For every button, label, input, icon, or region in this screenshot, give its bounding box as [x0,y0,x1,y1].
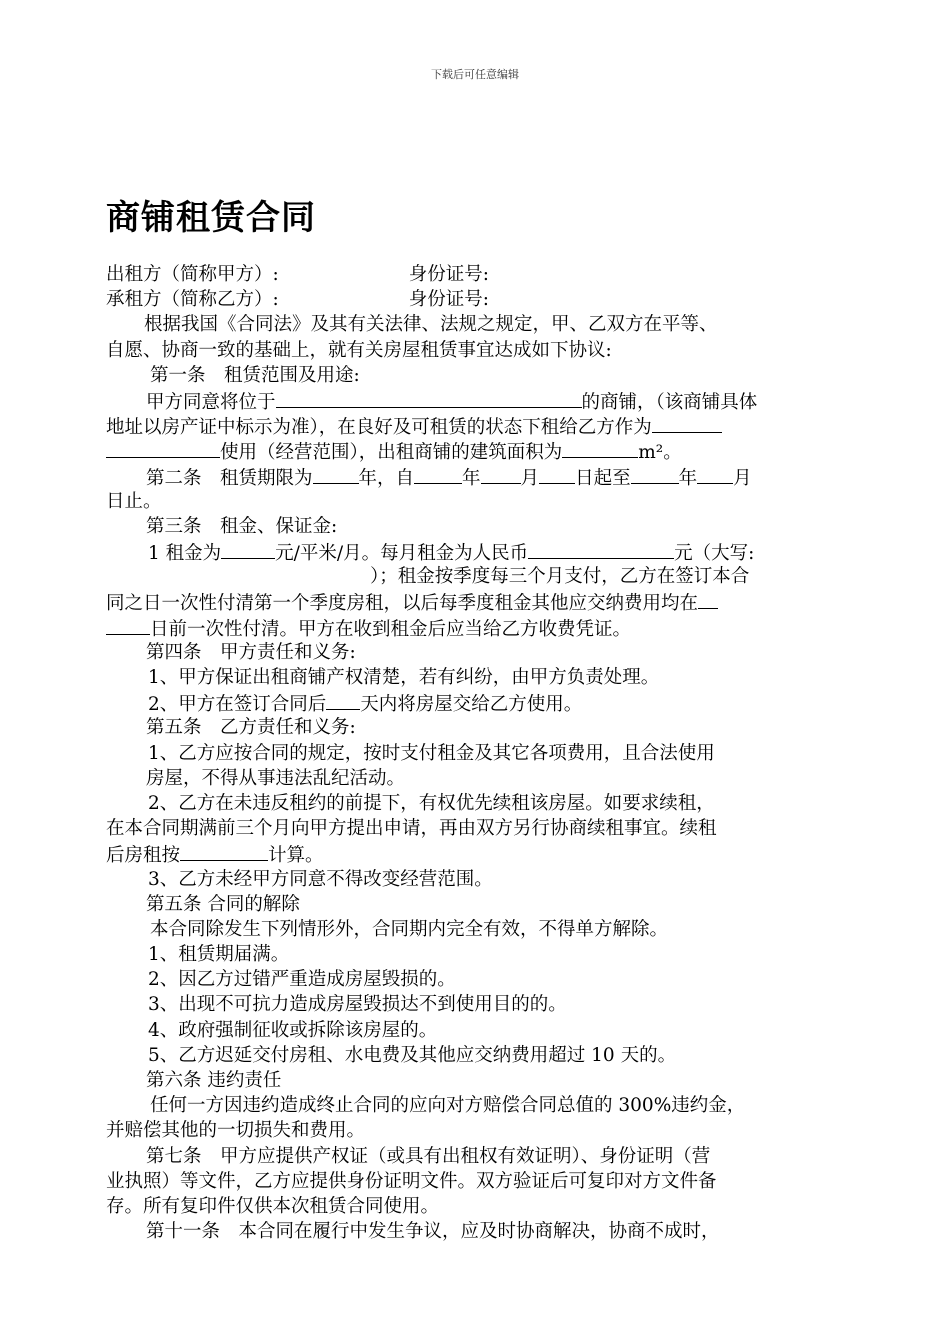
contract-body [106,262,854,1244]
preamble-line-2: 自愿、协商一致的基础上，就有关房屋租赁事宜达成如下协议: [106,339,612,361]
article-5-item-2b: 在本合同期满前三个月向甲方提出申请，再由双方另行协商续租事宜。续租 [106,818,717,840]
monthly-rent-blank [528,539,674,559]
purpose-blank-cont [106,438,220,458]
start-day-blank [539,464,575,484]
article-7-line-1: 第七条 甲方应提供产权证（或具有出租权有效证明）、身份证明（营 [146,1145,711,1167]
article-1-line-2: 地址以房产证中标示为准），在良好及可租赁的状态下租给乙方作为 [106,413,854,438]
area-blank [562,438,638,458]
document-title: 商铺租赁合同 [106,198,316,238]
article-4-item-2: 2、甲方在签订合同后 天内将房屋交给乙方使用。 [106,690,854,715]
article-1-line-1: 甲方同意将位于 的商铺，（该商铺具体 [106,388,854,413]
article-5-item-1b: 房屋，不得从事违法乱纪活动。 [146,767,406,789]
handover-days-blank [326,690,360,710]
lessee-line [106,287,854,312]
article-1-heading: 第一条 租赁范围及用途: [150,364,360,386]
article-5-item-2a: 2、乙方在未违反租约的前提下，有权优先续租该房屋。如要求续租， [148,792,715,814]
article-5-item-2c: 后房租按 计算。 [106,841,854,866]
article-5-item-1a: 1、乙方应按合同的规定，按时支付租金及其它各项费用，且合法使用 [148,742,715,764]
page-header-note: 下载后可任意编辑 [431,68,519,81]
start-month-blank [481,464,521,484]
article-4-heading: 第四条 甲方责任和义务: [146,641,356,663]
end-month-blank [697,464,733,484]
lessor-label: 出租方（简称甲方）: [106,264,279,285]
termination-intro: 本合同除发生下列情形外，合同期内完全有效，不得单方解除。 [150,918,669,940]
article-3-line-3: 同之日一次性付清第一个季度房租，以后每季度租金其他应交纳费用均在 [106,589,854,614]
years-blank [313,464,359,484]
purpose-blank [652,413,722,433]
article-6-heading: 第六条 违约责任 [146,1070,282,1091]
termination-item-2: 2、因乙方过错严重造成房屋毁损的。 [148,969,456,991]
start-year-blank [414,464,462,484]
due-day-blank [698,589,718,609]
address-blank [276,388,582,408]
article-3-heading: 第三条 租金、保证金: [146,515,338,537]
article-5-item-3: 3、乙方未经甲方同意不得改变经营范围。 [148,868,493,890]
article-5-heading: 第五条 乙方责任和义务: [146,717,356,739]
article-7-line-2: 业执照）等文件，乙方应提供身份证明文件。双方验证后可复印对方文件备 [106,1170,717,1192]
lessee-id-label: 身份证号: [408,289,489,311]
article-3-line-1: 1 租金为 元/平米/月。每月租金为人民币 元（大写: [106,539,854,564]
unit-rent-blank [221,539,275,559]
article-11-line-1: 第十一条 本合同在履行中发生争议，应及时协商解决，协商不成时， [146,1221,720,1243]
article-6-line-1: 任何一方因违约造成终止合同的应向对方赔偿合同总值的 300%违约金， [150,1095,746,1117]
article-3-line-2: ）；租金按季度每三个月支付，乙方在签订本合 [370,566,750,588]
end-year-blank [631,464,679,484]
article-3-line-4: 日前一次性付清。甲方在收到租金后应当给乙方收费凭证。 [106,615,854,640]
termination-item-5: 5、乙方迟延交付房租、水电费及其他应交纳费用超过 10 天的。 [148,1044,677,1066]
article-4-item-1: 1、甲方保证出租商铺产权清楚，若有纠纷，由甲方负责处理。 [148,667,660,688]
article-2-line-2: 日止。 [106,490,162,512]
lessee-label: 承租方（简称乙方）: [106,289,279,311]
due-day-blank-cont [106,615,150,635]
termination-item-4: 4、政府强制征收或拆除该房屋的。 [148,1019,438,1041]
lessor-id-label: 身份证号: [408,264,489,285]
termination-item-1: 1、租赁期届满。 [148,944,290,966]
article-7-line-3: 存。所有复印件仅供本次租赁合同使用。 [106,1195,440,1217]
article-2-line-1: 第二条 租赁期限为 年，自 年 月 日起至 年 月 [106,464,854,489]
preamble-line-1: 根据我国《合同法》及其有关法律、法规之规定，甲、乙双方在平等、 [144,314,718,336]
article-6-line-2: 并赔偿其他的一切损失和费用。 [106,1120,366,1142]
article-1-line-3: 使用（经营范围），出租商铺的建筑面积为 m²。 [106,438,854,463]
lessor-line [106,262,854,287]
termination-heading: 第五条 合同的解除 [146,893,300,915]
termination-item-3: 3、出现不可抗力造成房屋毁损达不到使用目的的。 [148,994,567,1016]
renewal-rent-blank [180,841,268,861]
